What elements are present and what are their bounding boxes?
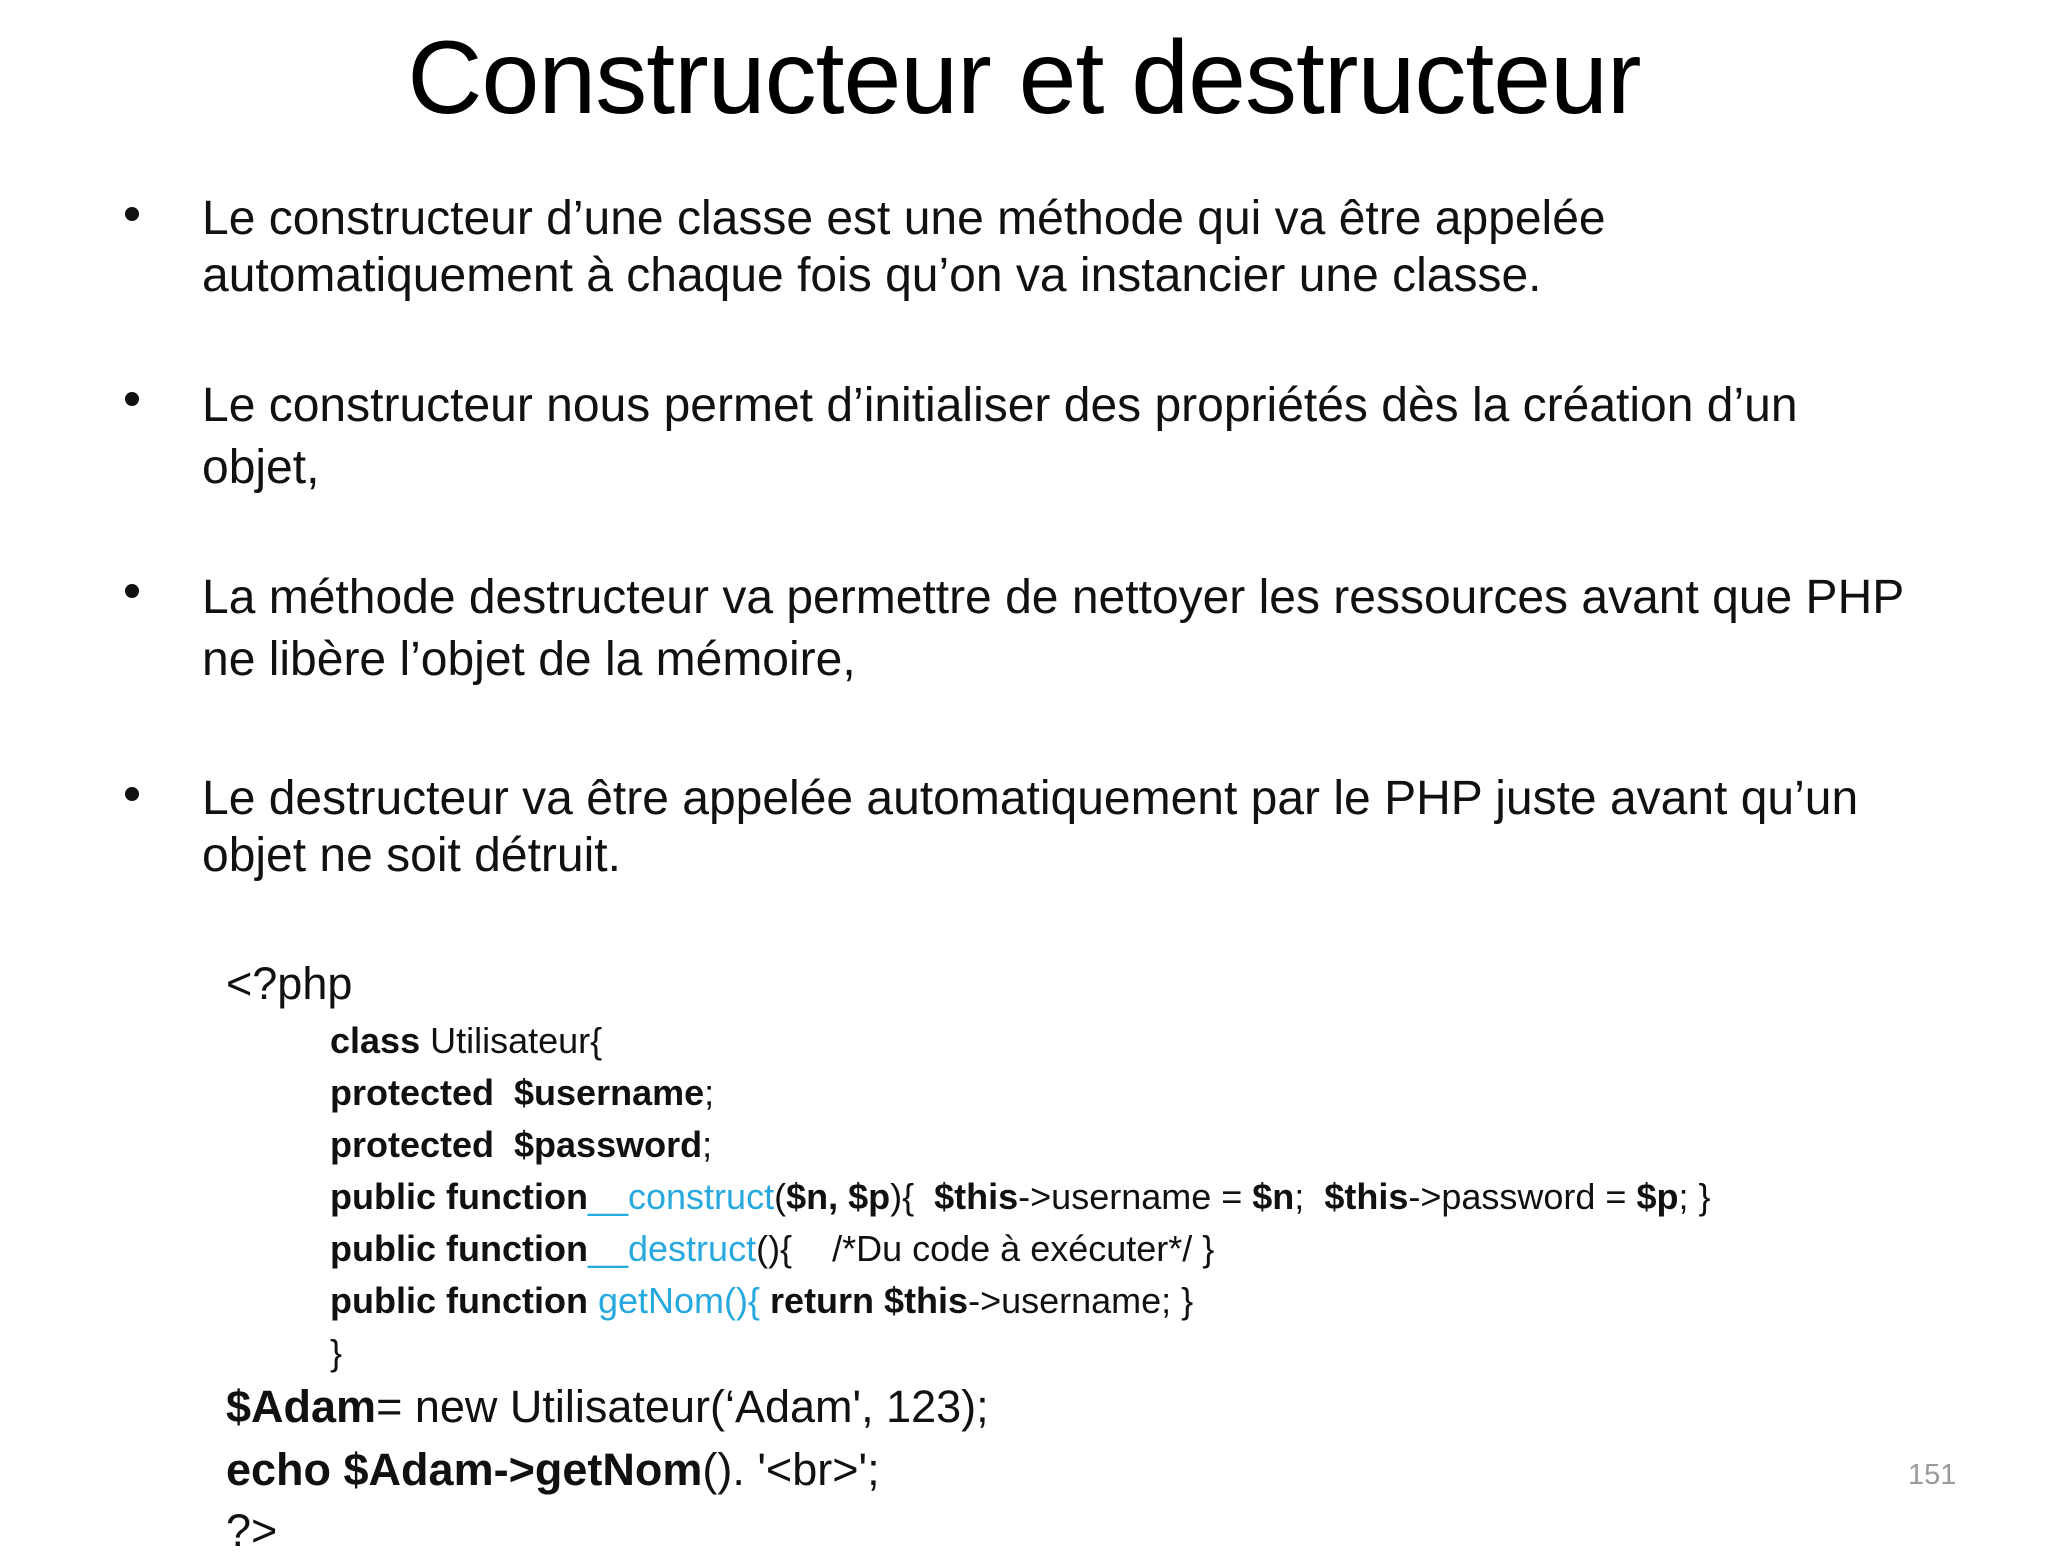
code-keyword: protected $username — [330, 1072, 705, 1113]
code-keyword: $p — [1636, 1176, 1679, 1217]
code-text: ){ — [890, 1176, 935, 1217]
code-keyword: $Adam — [226, 1381, 377, 1432]
code-keyword: public function — [330, 1228, 588, 1269]
code-text: ; } — [1678, 1176, 1711, 1217]
code-text: ; — [704, 1072, 715, 1113]
bullet-text: Le constructeur d’une classe est une méthode qui va être appelée automatiquement à chaque fois qu’on va instancier une classe. — [202, 192, 1606, 302]
code-keyword: public function — [330, 1280, 588, 1321]
code-close-tag: ?> — [226, 1505, 278, 1556]
code-text: ; — [702, 1124, 713, 1165]
code-keyword: $n — [1252, 1176, 1295, 1217]
code-keyword: $this — [934, 1176, 1019, 1217]
code-keyword: $n, $p — [786, 1176, 891, 1217]
slide-title: Constructeur et destructeur — [407, 20, 1641, 136]
code-construct-line — [330, 1175, 1711, 1219]
bullet-text: Le constructeur nous permet d’initialiser des propriétés dès la création d’un objet, — [202, 379, 1798, 494]
code-keyword: public function — [330, 1176, 588, 1217]
code-text: ; — [1294, 1176, 1325, 1217]
code-text: ->username; } — [968, 1280, 1194, 1321]
code-keyword: $this — [1324, 1176, 1409, 1217]
code-function-name: __destruct — [587, 1228, 757, 1269]
code-function-name: __construct — [587, 1176, 775, 1217]
code-text: (). '<br>'; — [702, 1444, 880, 1495]
code-text: = new Utilisateur(‘Adam', 123); — [376, 1381, 989, 1432]
page-number: 151 — [1908, 1459, 1957, 1491]
code-keyword: return $this — [760, 1280, 969, 1321]
code-echo-line — [226, 1443, 880, 1497]
bullet-text: La méthode destructeur va permettre de nettoyer les ressources avant que PHP ne libère l’objet de la mémoire, — [202, 571, 1904, 686]
code-close-brace: } — [330, 1332, 343, 1373]
code-new-line — [226, 1380, 989, 1434]
code-property-username — [330, 1071, 714, 1115]
code-property-password — [330, 1123, 712, 1167]
code-function-name: getNom(){ — [587, 1280, 761, 1321]
code-keyword: class — [330, 1020, 421, 1061]
code-text: ->username = — [1018, 1176, 1253, 1217]
code-text: (){ /*Du code à exécuter*/ } — [756, 1228, 1215, 1269]
bullet-text: Le destructeur va être appelée automatiquement par le PHP juste avant qu’un objet ne soit détruit. — [202, 772, 1859, 882]
code-class-line — [330, 1019, 602, 1063]
code-text: ->password = — [1408, 1176, 1637, 1217]
code-keyword: protected $password — [330, 1124, 703, 1165]
code-keyword: echo $Adam->getNom — [226, 1444, 703, 1495]
code-getnom-line — [330, 1279, 1193, 1323]
code-open-tag: <?php — [226, 958, 353, 1009]
code-text: ( — [774, 1176, 787, 1217]
code-text: Utilisateur{ — [420, 1020, 603, 1061]
code-destruct-line — [330, 1227, 1214, 1271]
